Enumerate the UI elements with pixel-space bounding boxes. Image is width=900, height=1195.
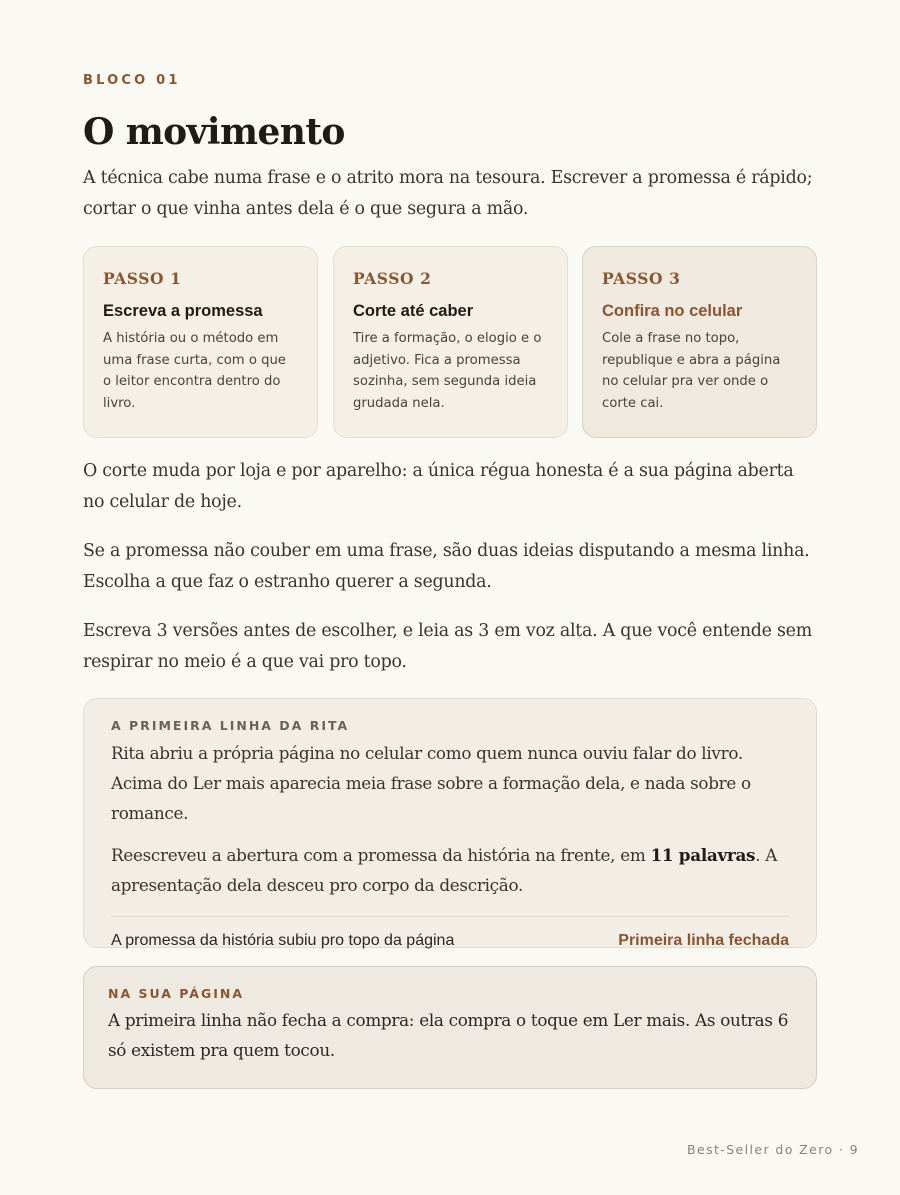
step-card-1 xyxy=(83,246,318,438)
step-label: PASSO 1 xyxy=(103,269,182,288)
story-label: A PRIMEIRA LINHA DA RITA xyxy=(111,718,350,733)
body-paragraph: Se a promessa não couber em uma frase, são duas ideias disputando a mesma linha. Escolha a que faz o estranho querer a segunda. xyxy=(83,541,810,592)
lead-paragraph: A técnica cabe numa frase e o atrito mora na tesoura. Escrever a promessa é rápido; cortar o que vinha antes dela é o que segura a mão. xyxy=(83,168,813,219)
body-paragraph: O corte muda por loja e por aparelho: a única régua honesta é a sua página aberta no celular de hoje. xyxy=(83,461,794,512)
word-count-emphasis: 11 palavras xyxy=(650,845,756,865)
step-title: Escreva a promessa xyxy=(103,302,263,320)
story-text-2-end: . A apresentação dela desceu pro corpo da descrição. xyxy=(111,845,778,895)
story-footer xyxy=(111,917,789,965)
step-card-3 xyxy=(582,246,817,438)
block-eyebrow: BLOCO 01 xyxy=(83,73,181,88)
story-text-2-start: Reescreveu a abertura com a promessa da história na frente, em xyxy=(111,845,651,865)
step-body: A história ou o método em uma frase curta, com o que o leitor encontra dentro do livro. xyxy=(103,331,286,411)
story-status: Primeira linha fechada xyxy=(618,932,789,949)
callout-box xyxy=(83,966,817,1089)
step-card-2 xyxy=(333,246,568,438)
callout-text: A primeira linha não fecha a compra: ela compra o toque em Ler mais. As outras 6 só existem pra quem tocou. xyxy=(108,1010,789,1060)
step-body: Tire a formação, o elogio e o adjetivo. Fica a promessa sozinha, sem segunda ideia grudada nela. xyxy=(353,331,542,411)
story-box xyxy=(83,698,817,948)
story-text-2 xyxy=(111,840,789,900)
steps-row xyxy=(83,246,817,438)
callout-label: NA SUA PÁGINA xyxy=(108,986,245,1001)
story-result: A promessa da história subiu pro topo da página xyxy=(111,932,455,949)
step-label: PASSO 2 xyxy=(353,269,432,288)
step-body: Cole a frase no topo, republique e abra a página no celular pra ver onde o corte cai. xyxy=(602,331,781,411)
story-text: Rita abriu a própria página no celular como quem nunca ouviu falar do livro. Acima do Ler mais aparecia meia frase sobre a formação dela, e nada sobre o romance. xyxy=(111,743,751,823)
body-paragraph: Escreva 3 versões antes de escolher, e leia as 3 em voz alta. A que você entende sem respirar no meio é a que vai pro topo. xyxy=(83,621,812,672)
step-label: PASSO 3 xyxy=(602,269,681,288)
page-title: O movimento xyxy=(83,111,345,153)
step-title: Confira no celular xyxy=(602,302,743,320)
page-footer: Best-Seller do Zero · 9 xyxy=(687,1142,859,1157)
step-title: Corte até caber xyxy=(353,302,474,320)
